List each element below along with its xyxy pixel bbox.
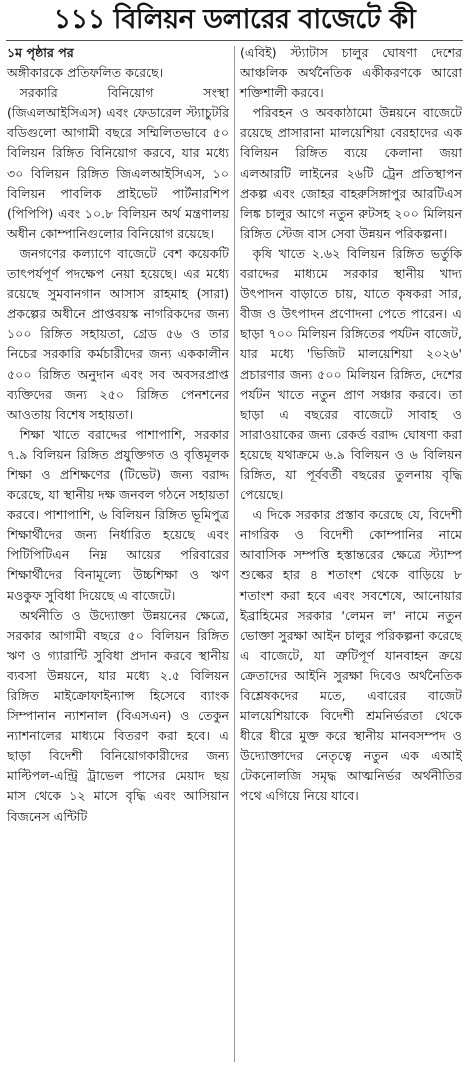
paragraph: শিক্ষা খাতে বরাদ্দের পাশাপাশি, সরকার ৭.৯ বিলিয়ন রিঙ্গিত প্রযুক্তিগত ও বৃত্তিমূলক শিক্ষা ও প্রশিক্ষণের (টিভেট) জন্য বরাদ্দ করেছে, যা স্থানীয় দক্ষ জনবল গঠনে সহায়তা করবে। পাশাপাশি, ৬ বিলিয়ন রিঙ্গিত ভূমিপুত্র শিক্ষার্থীদের জন্য নির্ধারিত হয়েছে এবং পিটিপিটিএন নিম্ন আয়ের পরিবারের শিক্ষার্থীদের বিনামূল্যে উচ্চশিক্ষা ও ঋণ মওকুফ সুবিধা দিয়েছে এ বাজেটে। <box>7 426 230 603</box>
paragraph: জনগণের কল্যাণে বাজেটে বেশ কয়েকটি তাৎপর্যপূর্ণ পদক্ষেপ নেয়া হয়েছে। এর মধ্যে রয়েছে সুমবানগান আসাস রাহমাহ (সারা) প্রকল্পের অধীনে প্রাপ্তবয়স্ক নাগরিকদের জন্য ১০০ রিঙ্গিত সহায়তা, গ্রেড ৫৬ ও তার নিচের সরকারি কর্মচারীদের জন্য এককালীন ৫০০ রিঙ্গিত অনুদান এবং সব অবসরপ্রাপ্ত ব্যক্তিদের জন্য ২৫০ রিঙ্গিত পেনশনের আওতায় বিশেষ সহায়তা। <box>7 245 230 422</box>
continued-from-label: ১ম পৃষ্ঠার পর <box>7 45 74 60</box>
paragraph: অর্থনীতি ও উদ্যোক্তা উন্নয়নের ক্ষেত্রে, সরকার আগামী বছরে ৫০ বিলিয়ন রিঙ্গিত ঋণ ও গ্যারান্টি সুবিধা প্রদান করবে স্থানীয় ব্যবসা উন্নয়নে, যার মধ্যে ২.৫ বিলিয়ন রিঙ্গিত মাইক্রোফাইন্যান্স হিসেবে ব্যাংক সিম্পানান ন্যাশনাল (বিএসএন) ও তেকুন ন্যাশনালের মাধ্যমে বিতরণ করা হবে। এ ছাড়া বিদেশী বিনিয়োগকারীদের জন্য মাল্টিপল-এন্ট্রি ট্রাভেল পাসের মেয়াদ ছয় মাস থেকে ১২ মাসে বৃদ্ধি এবং আসিয়ান বিজনেস এন্টিটি <box>7 607 230 824</box>
right-column <box>235 43 465 1065</box>
paragraph: অঙ্গীকারকে প্রতিফলিত করেছে। <box>7 65 164 81</box>
left-column <box>4 43 234 1065</box>
paragraph: এ দিকে সরকার প্রস্তাব করেছে যে, বিদেশী নাগরিক ও বিদেশী কোম্পানির নামে আবাসিক সম্পত্তি হস্তান্তরের ক্ষেত্রে স্ট্যাম্প শুল্কের হার ৪ শতাংশ থেকে বাড়িয়ে ৮ শতাংশ করা হবে এবং সবশেষে, আনোয়ার ইব্রাহিমের সরকার 'লেমন ল' নামে নতুন ভোক্তা সুরক্ষা আইন চালুর পরিকল্পনা করেছে এ বাজেটে, যা ত্রুটিপূর্ণ যানবাহন ক্রয়ে ক্রেতাদের আইনি সুরক্ষা দিবেও অর্থনৈতিক বিশ্লেষকদের মতে, এবারের বাজেট মালয়েশিয়াকে বিদেশী শ্রমনির্ভরতা থেকে ধীরে ধীরে মুক্ত করে স্থানীয় মানবসম্পদ ও উদ্যোক্তাদের নেতৃত্বে নতুন এক এআই টেকনোলজি সমৃদ্ধ আত্মনির্ভর অর্থনীতির পথে এগিয়ে নিয়ে যাবে। <box>240 507 463 804</box>
paragraph: পরিবহন ও অবকাঠামো উন্নয়নে বাজেটে রয়েছে প্রাসারানা মালয়েশিয়া বেরহাদের এক বিলিয়ন রিঙ্গিত ব্যয়ে কেলানা জয়া এলআরটি লাইনের ২৬টি ট্রেন প্রতিস্থাপন প্রকল্প এবং জোহর বাহরুসিঙ্গাপুর আরটিএস লিঙ্ক চালুর আগে নতুন রুটসহ ২০০ মিলিয়ন রিঙ্গিত স্টেজ বাস সেবা উন্নয়ন পরিকল্পনা। <box>240 105 463 241</box>
article-body <box>4 41 465 1065</box>
paragraph: সরকারি বিনিয়োগ সংস্থা (জিএলআইসিএস) এবং ফেডারেল স্ট্যাচুটরি বডিগুলো আগামী বছরে সম্মিলিতভাবে ৫০ বিলিয়ন রিঙ্গিত বিনিয়োগ করবে, যার মধ্যে ৩০ বিলিয়ন রিঙ্গিত জিএলআইসিএস, ১০ বিলিয়ন পাবলিক প্রাইভেট পার্টনারশিপ (পিপিপি) এবং ১০.৮ বিলিয়ন অর্থ মন্ত্রণালয় অধীন কোম্পানিগুলোর বিনিয়োগ রয়েছে। <box>7 85 230 241</box>
paragraph: (এবিই) স্ট্যাটাস চালুর ঘোষণা দেশের আঞ্চলিক অর্থনৈতিক একীকরণকে আরো শক্তিশালী করবে। <box>240 45 463 101</box>
paragraph: কৃষি খাতে ২.৬২ বিলিয়ন রিঙ্গিত ভর্তুকি বরাদ্দের মাধ্যমে সরকার স্থানীয় খাদ্য উৎপাদন বাড়াতে চায়, যাতে কৃষকরা সার, বীজ ও উৎপাদন প্রণোদনা পেতে পারেন। এ ছাড়া ৭০০ মিলিয়ন রিঙ্গিতের পর্যটন বাজেট, যার মধ্যে 'ভিজিট মালয়েশিয়া ২০২৬' প্রচারণার জন্য ৫০০ মিলিয়ন রিঙ্গিত, দেশের পর্যটন খাতে নতুন প্রাণ সঞ্চার করবে। তা ছাড়া এ বছরের বাজেটে সাবাহ ও সারাওয়াকের জন্য রেকর্ড বরাদ্দ ঘোষণা করা হয়েছে যথাক্রমে ৬.৯ বিলিয়ন ও ৬ বিলিয়ন রিঙ্গিত, যা পূর্ববর্তী বছরের তুলনায় বৃদ্ধি পেয়েছে। <box>240 245 463 503</box>
headline: ১১১ বিলিয়ন ডলারের বাজেটে কী <box>53 4 416 35</box>
